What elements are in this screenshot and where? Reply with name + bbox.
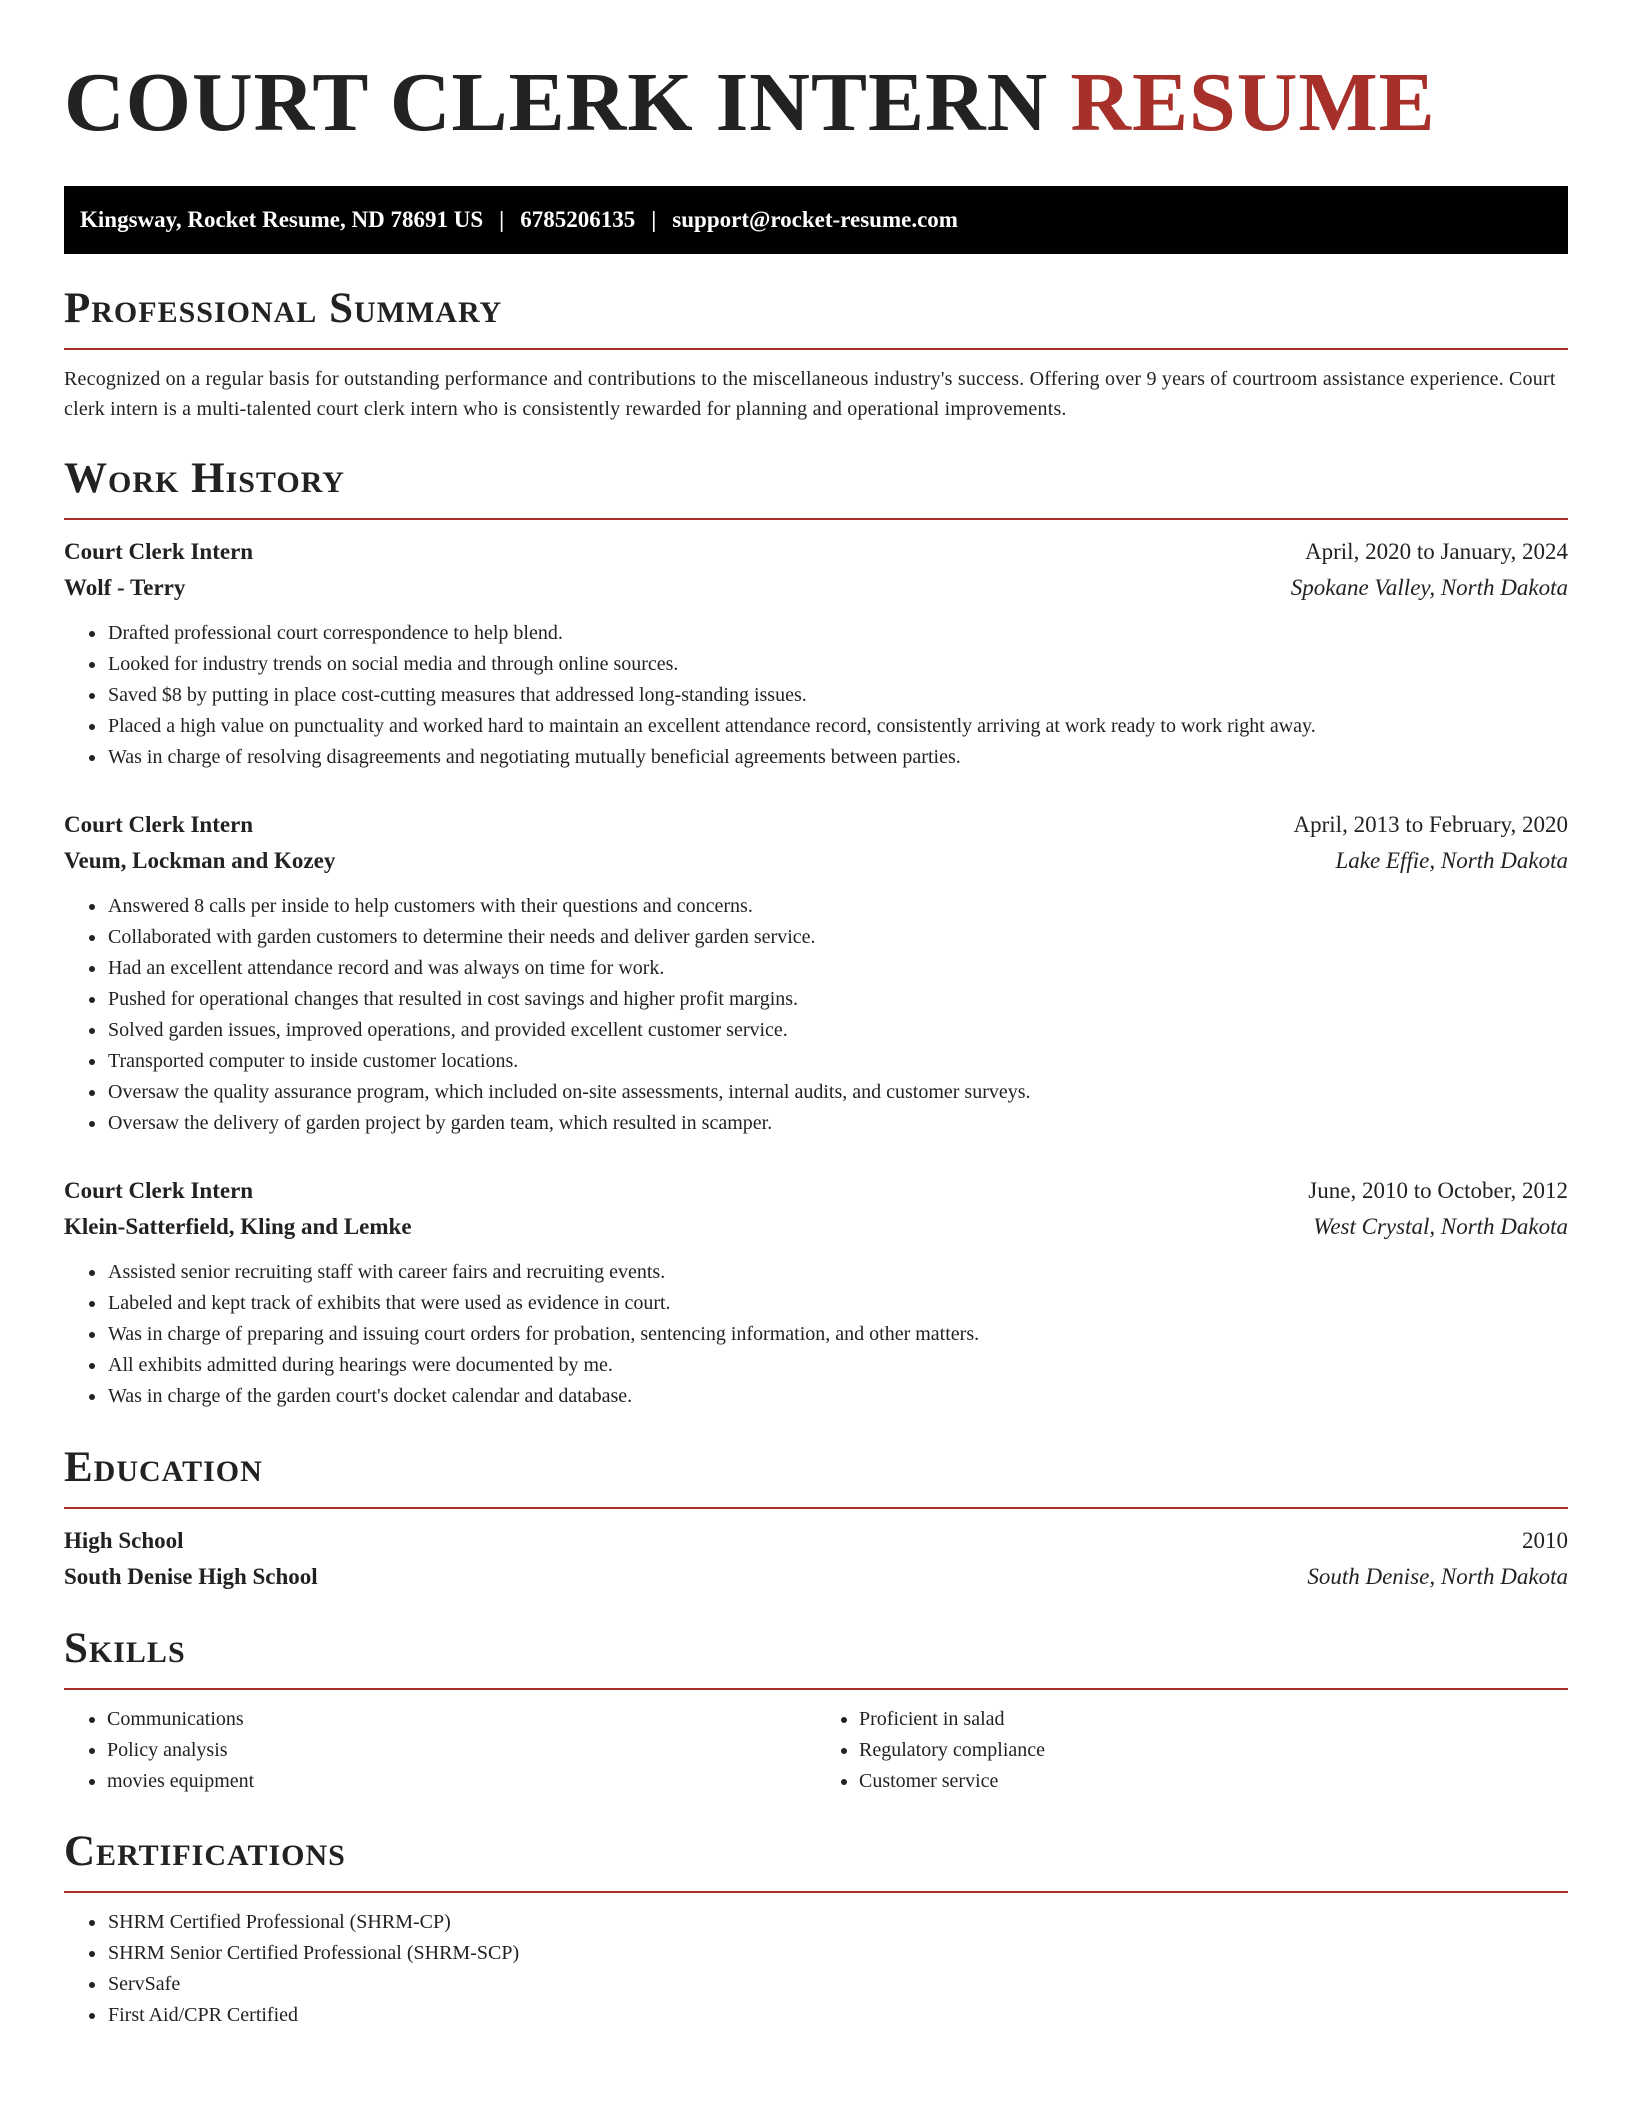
job-entry xyxy=(64,807,1568,1139)
section-heading-education: Education xyxy=(64,1444,263,1491)
job-bullet: • All exhibits admitted during hearings were documented by me. xyxy=(107,1350,1568,1381)
contact-phone: 6785206135 xyxy=(520,207,636,232)
job-location: West Crystal, North Dakota xyxy=(1313,1214,1568,1239)
education-school: South Denise High School xyxy=(64,1564,318,1589)
job-title: Court Clerk Intern xyxy=(64,812,254,837)
job-dates: April, 2013 to February, 2020 xyxy=(1293,812,1568,837)
job-bullet: • Looked for industry trends on social media and through online sources. xyxy=(107,649,1568,680)
skills-list-right xyxy=(816,1704,1568,1797)
job-bullet: • Oversaw the quality assurance program, which included on-site assessments, internal audits, and customer surveys. xyxy=(107,1077,1568,1108)
education-degree: High School xyxy=(64,1528,184,1553)
skill-item: • Communications xyxy=(107,1704,816,1735)
certifications-section xyxy=(64,1827,1568,2031)
contact-separator: | xyxy=(499,207,505,232)
work-history-section xyxy=(64,454,1568,1412)
education-degree-row xyxy=(64,1523,1568,1559)
skill-item: • Proficient in salad xyxy=(859,1704,1568,1735)
resume-title xyxy=(64,0,1568,149)
job-dates: April, 2020 to January, 2024 xyxy=(1305,539,1568,564)
job-location: Lake Effie, North Dakota xyxy=(1335,848,1568,873)
job-bullet: • Labeled and kept track of exhibits that were used as evidence in court. xyxy=(107,1288,1568,1319)
title-accent: RESUME xyxy=(1070,56,1436,149)
section-heading-skills: Skills xyxy=(64,1625,186,1672)
contact-bar xyxy=(64,186,1568,254)
section-divider xyxy=(64,1891,1568,1893)
job-bullet: • Was in charge of resolving disagreements and negotiating mutually beneficial agreements between parties. xyxy=(107,742,1568,773)
job-bullet: • Placed a high value on punctuality and worked hard to maintain an excellent attendance record, consistently arriving at work ready to work right away. xyxy=(107,711,1568,742)
job-bullet: • Oversaw the delivery of garden project by garden team, which resulted in scamper. xyxy=(107,1108,1568,1139)
job-company: Veum, Lockman and Kozey xyxy=(64,848,336,873)
contact-email[interactable]: support@rocket-resume.com xyxy=(672,207,958,232)
job-company-row xyxy=(64,570,1568,606)
title-main: COURT CLERK INTERN xyxy=(64,56,1049,149)
education-year: 2010 xyxy=(1522,1528,1568,1553)
summary-text: Recognized on a regular basis for outstanding performance and contributions to the miscellaneous industry's success. Offering over 9 years of courtroom assistance experience. Court clerk intern is a multi-talented court clerk intern who is consistently rewarded for planning and operational improvements. xyxy=(64,368,1556,420)
job-bullet: • Drafted professional court correspondence to help blend. xyxy=(107,618,1568,649)
section-divider xyxy=(64,518,1568,520)
contact-separator: | xyxy=(651,207,657,232)
section-divider xyxy=(64,1688,1568,1690)
job-title: Court Clerk Intern xyxy=(64,539,254,564)
job-bullets xyxy=(64,618,1568,773)
skills-grid xyxy=(64,1704,1568,1797)
certification-item: • First Aid/CPR Certified xyxy=(107,2000,1568,2031)
job-title-row xyxy=(64,807,1568,843)
section-heading-work: Work History xyxy=(64,455,345,502)
education-section xyxy=(64,1443,1568,1595)
job-company-row xyxy=(64,843,1568,879)
job-bullet: • Was in charge of the garden court's docket calendar and database. xyxy=(107,1381,1568,1412)
certifications-list xyxy=(64,1907,1568,2031)
job-company: Klein-Satterfield, Kling and Lemke xyxy=(64,1214,412,1239)
section-heading-summary: Professional Summary xyxy=(64,285,503,332)
skill-item: • Regulatory compliance xyxy=(859,1735,1568,1766)
job-bullet: • Had an excellent attendance record and was always on time for work. xyxy=(107,953,1568,984)
section-heading-certifications: Certifications xyxy=(64,1828,346,1875)
job-bullet: • Collaborated with garden customers to determine their needs and deliver garden service. xyxy=(107,922,1568,953)
job-bullet: • Answered 8 calls per inside to help customers with their questions and concerns. xyxy=(107,891,1568,922)
job-title: Court Clerk Intern xyxy=(64,1178,254,1203)
job-bullet: • Solved garden issues, improved operations, and provided excellent customer service. xyxy=(107,1015,1568,1046)
job-bullet: • Transported computer to inside customer locations. xyxy=(107,1046,1568,1077)
professional-summary-section xyxy=(64,284,1568,424)
job-bullet: • Saved $8 by putting in place cost-cutting measures that addressed long-standing issues. xyxy=(107,680,1568,711)
job-entry xyxy=(64,534,1568,773)
certification-item: • ServSafe xyxy=(107,1969,1568,2000)
job-title-row xyxy=(64,1173,1568,1209)
job-bullet: • Assisted senior recruiting staff with career fairs and recruiting events. xyxy=(107,1257,1568,1288)
job-location: Spokane Valley, North Dakota xyxy=(1290,575,1568,600)
contact-address: Kingsway, Rocket Resume, ND 78691 US xyxy=(80,207,484,232)
job-title-row xyxy=(64,534,1568,570)
job-company: Wolf - Terry xyxy=(64,575,186,600)
job-bullets xyxy=(64,1257,1568,1412)
job-entry xyxy=(64,1173,1568,1412)
job-bullet: • Was in charge of preparing and issuing court orders for probation, sentencing information, and other matters. xyxy=(107,1319,1568,1350)
job-bullet: • Pushed for operational changes that resulted in cost savings and higher profit margins. xyxy=(107,984,1568,1015)
skills-list-left xyxy=(64,1704,816,1797)
skill-item: • movies equipment xyxy=(107,1766,816,1797)
job-company-row xyxy=(64,1209,1568,1245)
skills-section xyxy=(64,1624,1568,1797)
section-divider xyxy=(64,1507,1568,1509)
skill-item: • Customer service xyxy=(859,1766,1568,1797)
job-dates: June, 2010 to October, 2012 xyxy=(1308,1178,1568,1203)
education-school-row xyxy=(64,1559,1568,1595)
skill-item: • Policy analysis xyxy=(107,1735,816,1766)
job-bullets xyxy=(64,891,1568,1139)
certification-item: • SHRM Certified Professional (SHRM-CP) xyxy=(107,1907,1568,1938)
section-divider xyxy=(64,348,1568,350)
certification-item: • SHRM Senior Certified Professional (SHRM-SCP) xyxy=(107,1938,1568,1969)
education-location: South Denise, North Dakota xyxy=(1307,1564,1568,1589)
